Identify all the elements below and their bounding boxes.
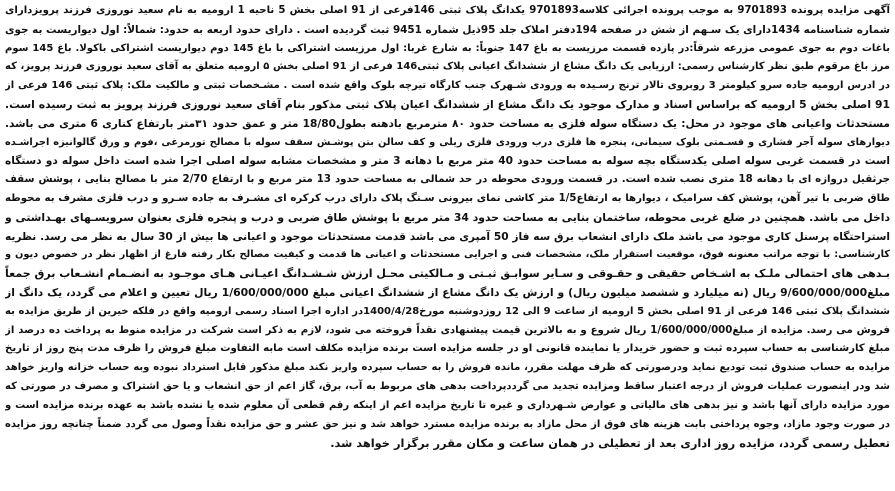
text-line: کارشناسی: با توجه مراتب معنونه فوق، موقعیت استقرار ملک، مشخصات فنی و اجرایی مستحدثات و اعیانی ها قدمت و کیفیت مصالح بکار رفته فارغ از اظهار نظر در خصوص دیون و: [5, 249, 890, 261]
text-line: مرز باغ مرقوم طبق نظر کارشناس رسمی: ارزیابی یک دانگ مشاع از ششدانگ اعیانی پلاک ثبتی146 فرعی از 91 اصلی بخش ۵ ارومیه متعلق به آقای سعید نوروزی فرزند پرویز، که: [5, 61, 890, 73]
text-line: ششدانگ پلاک ثبتی 146 فرعی از 91 اصلی بخش 5 ارومیه از ساعت 9 الی 12 روزدوشنبه مورخ1400/4/28در اداره اجرا اسناد رسمی ارومیه واقع در فلکه خیرین از طریق مزایده به: [5, 305, 890, 317]
text-line: آگهی مزایده پرونده 9701893 به موجب پرونده اجرائی کلاسه9701893 یکدانگ پلاک ثبتی 146فرعی از 91 اصلی بخش 5 ناحیه 1 ارومیه به نام سعید نوروزی فرزند پرویزدارای: [5, 5, 890, 16]
text-line: طاق ضربی با تیر آهن، پوشش کف سرامیک ، دیوارها به ارتفاع1/5 متر کاشی نمای بیرونی سـنگ پلاک دارای درب کرکره ای مشـرف به جاده سـرو و درب فلزی مشرف به محوطه: [5, 192, 890, 204]
text-line: 91 اصلی بخش 5 ارومیه که براساس اسناد و مدارک موجود یک دانگ مشاع از ششدانگ اعیان پلاک ثبتی مذکور بنام آقای سعید نوروزی فرزند پرویز به ثبت رسیده است.: [5, 97, 890, 111]
text-line: جرثقیل دروازه ای با دهانه 18 متری نصب شده است. در قسمت ورودی محوطه در حد شمالی به مساحت حدود 13 متر مربع و با ارتفاع 2/70 متر با مصالح بنایی ، پوشش سقف: [5, 174, 890, 186]
text-line: فروش می رسد. مزایده از مبلغ1/600/000/000 ریال شروع و به بالاترین قیمت پیشنهادی نقداً فروخته می شود، لازم به ذکر است شرکت در مزایده منوط به پرداخت ده درصد از: [5, 324, 890, 336]
text-line: در ادرس ارومیه جاده سرو کیلومتر 3 روبروی تالار ترنج رسـیده به ورودی شـهرک جنب کارگاه تیرچه بلوک واقع شده است . مشـخصات ثبتی و مالکیت ملک: پلاک ثبتی 146 فرعی از: [5, 80, 890, 92]
text-line: باغات دوم به جوی عمومی مزرعه شرقاً:در پازده قسمت مرزیست به باغ 147 جنوباً: به شارع غربا: اول مرزیست اشتراکی با باغ 145 دوم دیواریست اشتراکی باکولا. باغ 145 سوم: [5, 42, 890, 54]
text-line: بـدهی های احتمالی ملـک به اشـخاص حقیقی و حقـوقی و سـایر سوابـق ثبـتی و مـالکیتی محـل ارزش شـشـدانگ اعیـانی هـای موجـود به انضـمام انشـعاب برق جمعاً: [5, 267, 890, 281]
text-line: مورد مزایده دارای آنها باشد و نیز بدهی های مالیاتی و عوارض شـهرداری و غیره تا تاریخ مزایده اعم از اینکه رقم قطعی آن معلوم شده یا نشده باشد به عهده برنده مزایده است و: [5, 399, 890, 411]
text-line: مستحدثات واعیانی های موجود در محل: یک دستگاه سوله فلزی به مساحت حدود ۸۰ مترمربع بادهنه بطول18/80 متر و عمق حدود ۳۱متر بارتفاع کناری 6 متری می باشد.: [5, 117, 890, 130]
text-line: مبلغ9/600/000/000 ریال (نه میلیارد و ششصد میلیون ریال) و ارزش یک دانگ مشاع از ششدانگ اعیانی مبلغ 1/600/000/000 ریال تعیین و اعلام می گردد، یک دانگ از: [5, 285, 890, 299]
text-line: شماره شناسنامه 1434دارای یک سـهم از شش در صفحه 194دفتر املاک جلد 95ذیل شماره 9451 ثبت گردیده است . دارای حدود اربعه به حدود: شمالاً: اول دیواریست به جوی: [5, 23, 890, 36]
text-line: دیوارهای سوله آجر فشاری و قسـمتی بلوک سیمانی، پنجره ها فلزی درب ورودی فلزی ریلی و کف سالن بتن پوشـش سقف سوله با مصالح تورمرغی ،فوم و ورق گالوانیزه اجراشـده: [5, 136, 890, 148]
text-line: است در قسمت غربی سوله اصلی یکدستگاه بچه سوله به مساحت حدود 40 متر مربع با دهانه 3 متر و مشخصات مشابه سوله اصلی اجرا شده است داخل سوله دو دستگاه: [5, 155, 890, 168]
text-line-last: تعطیل رسمی گردد، مزایده روز اداری بعد از تعطیلی در همان ساعت و مکان مقرر برگزار خواهد شد.: [330, 436, 890, 451]
text-line: استراحتگاه پرسنل کاری موجود می باشد ملک دارای انشعاب برق سه فاز 50 آمپری می باشد قدمت مستحدثات موجود و اعیانی ها بیش از 30 سال به نظر می رسد. نظریه: [5, 230, 890, 243]
text-line: مزایده به حساب صندوق ثبت تودیع نماید ودرصورتی که ظرف مهلت مقرر، مانده فروش را به حساب سپرده واریز نکند مبلغ مذکور قابل استرداد نبوده وبه حساب خزانه واریز خواهد: [5, 362, 890, 374]
text-line: در صورت وجود مازاد، وجوه پرداختی بابت هزینه های فوق از محل مازاد به برنده مزایده مسترد خواهد شد و نیز حق عشر و حق مزایده نقداً وصول می گردد ضمناً چنانچه روز مزایده: [5, 418, 890, 430]
text-line: شد ودر اینصورت عملیات فروش از درجه اعتبار ساقط ومزایده تجدید می گرددپرداخت بدهی های مربوط به آب، برق، گاز اعم از حق انشعاب و یا حق اشتراک و مصرف در صورتی که: [5, 380, 890, 392]
text-line: مبلغ کارشناسی به حساب سپرده ثبت و حضور خریدار یا نماینده قانونی او در جلسه مزایده است برنده مزایده مکلف است مابه التفاوت مبلغ فروش را ظرف مدت پنج روز از تاریخ: [5, 343, 890, 355]
text-line: داخل می باشد. همچنین در ضلع غربی محوطه، ساختمان بنایی به مساحت حدود 34 متر مربع با پوشش طاق ضربی و درب و پنجره فلزی بعنوان سرویسـهای بهـداشتی و: [5, 210, 890, 224]
